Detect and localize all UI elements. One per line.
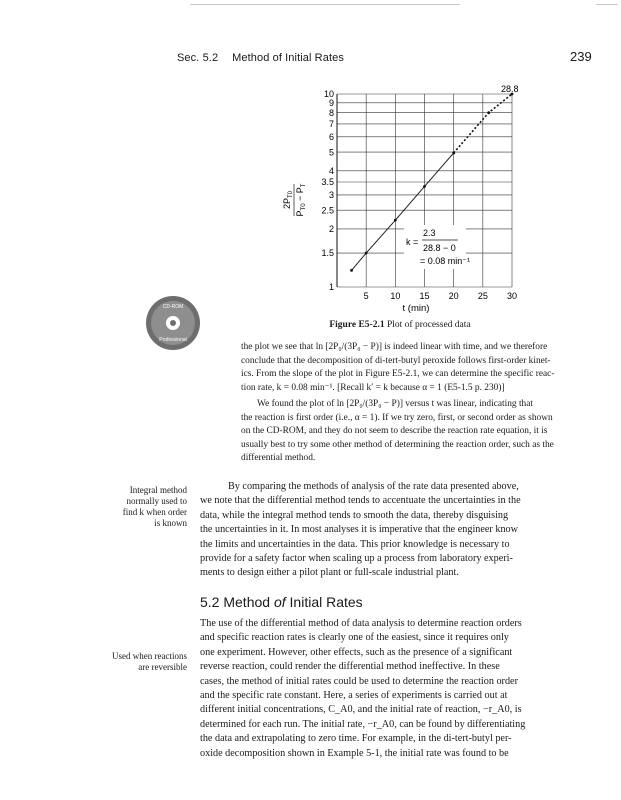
text-line: cases, the method of initial rates could be used to determine the reaction order xyxy=(200,675,518,687)
paragraph-4 xyxy=(200,617,599,761)
y-tick-label: 4 xyxy=(328,166,334,177)
y-tick-label: 7 xyxy=(328,119,334,130)
y-tick-label: 3.5 xyxy=(321,177,334,188)
y-tick-label: 10 xyxy=(323,89,334,100)
section-heading: 5.2 Method of Initial Rates xyxy=(200,594,363,610)
text-line: and the specific rate constant. Here, a series of experiments is carried out at xyxy=(200,690,508,702)
text-line: we note that the differential method tends to accentuate the uncertainties in the xyxy=(200,495,521,507)
svg-text:Professional: Professional xyxy=(159,337,187,343)
text-line: usually best to try some other method of determining the reaction order, such as the xyxy=(241,439,554,450)
text-line: reverse reaction, could render the differential method ineffective. In these xyxy=(200,661,500,673)
data-point xyxy=(350,269,353,272)
text-line: and specific reaction rates is clearly one of the easiest, since it requires only xyxy=(200,632,509,644)
y-tick-label: 5 xyxy=(328,147,334,158)
text-line: the uncertainties in it. In most analyses it is imperative that the engineer know xyxy=(200,524,518,536)
x-tick-label: 30 xyxy=(506,291,518,301)
text-line: the data and extrapolating to zero time. For example, in the di-tert-butyl per- xyxy=(200,733,512,745)
y-tick-label: 1 xyxy=(328,282,334,293)
y-tick-label: 2 xyxy=(328,224,334,235)
page-number: 239 xyxy=(570,49,592,64)
paragraph-3 xyxy=(200,480,599,581)
caption-text: Plot of processed data xyxy=(386,320,471,330)
y-tick-label: 1.5 xyxy=(321,248,334,259)
data-point xyxy=(452,152,455,155)
text-line: By comparing the methods of analysis of the rate data presented above, xyxy=(228,481,519,492)
x-tick-label: 25 xyxy=(477,291,488,301)
text-line: the limits and uncertainties in the data. This prior knowledge is necessary to xyxy=(200,538,510,550)
y-axis-label xyxy=(282,183,307,216)
paragraph-2 xyxy=(241,398,599,466)
text-line: data, while the integral method tends to smooth the data, thereby disguising xyxy=(200,509,509,521)
text-line: the reaction is first order (i.e., α = 1). If we try zero, first, or second order as shown xyxy=(241,412,553,423)
slope-k: k = xyxy=(406,237,419,247)
y-tick-label: 2.5 xyxy=(321,205,334,216)
text-line: We found the plot of ln [2P₀/(3P₀ − P)] versus t was linear, indicating that xyxy=(257,399,534,409)
y-tick-label: 6 xyxy=(328,132,334,143)
x-tick-label: 5 xyxy=(363,291,369,301)
text-line: ments to design either a pilot plant or full-scale industrial plant. xyxy=(200,567,459,579)
text-line: The use of the differential method of data analysis to determine reaction orders xyxy=(200,618,522,629)
data-point xyxy=(487,111,490,114)
text-line: differential method. xyxy=(241,453,316,464)
text-line: on the CD-ROM, and they do not seem to describe the reaction rate equation, it is xyxy=(241,426,548,437)
margin-note-integral: Integral method normally used to find k when order is known xyxy=(122,485,187,528)
text-line: one experiment. However, other effects, such as the presence of a significant xyxy=(200,646,513,658)
y-tick-label: 8 xyxy=(328,107,334,118)
annotation-value: 28.8 xyxy=(501,84,519,94)
y-tick-label: 9 xyxy=(328,98,334,109)
text-line: provide for a safety factor when scaling up a process from laboratory experi- xyxy=(200,553,513,565)
svg-text:2PT0: $2P_{T0}$ xyxy=(282,190,294,210)
x-tick-label: 10 xyxy=(390,291,401,301)
slope-result: = 0.08 min⁻¹ xyxy=(420,256,471,266)
text-line: determined for each run. The initial rate, −r_A0, can be found by differentiating xyxy=(200,718,526,730)
data-point xyxy=(394,219,397,222)
slope-denominator: 28.8 − 0 xyxy=(423,243,456,253)
x-axis-label: t (min) xyxy=(402,303,430,314)
text-line: ics. From the slope of the plot in Figure E5-2.1, we can determine the specific reac- xyxy=(241,369,555,380)
cd-rom-icon xyxy=(145,295,201,351)
text-line: the plot we see that ln [2P₀/(3P₀ − P)] is indeed linear with time, and we therefore xyxy=(241,342,548,352)
header-title: Method of Initial Rates xyxy=(232,52,344,64)
text-line: oxide decomposition shown in Example 5-1, the initial rate was found to be xyxy=(200,747,509,759)
slope-numerator: 2.3 xyxy=(423,228,436,238)
svg-text:PT0 − PT: $P_{T0} - P_T$ xyxy=(295,183,307,217)
text-line: conclude that the decomposition of di-tert-butyl peroxide follows first-order kinet- xyxy=(241,355,551,366)
caption-label: Figure E5-2.1 xyxy=(329,320,385,330)
text-line: tion rate, k = 0.08 min⁻¹. [Recall k′ = k because α = 1 (E5-1.5 p. 230)] xyxy=(241,382,505,393)
x-tick-label: 15 xyxy=(419,291,430,301)
x-tick-label: 20 xyxy=(448,291,459,301)
data-point xyxy=(423,185,426,188)
header-section: Sec. 5.2 xyxy=(177,52,219,64)
data-point xyxy=(365,252,368,255)
figure-plot xyxy=(0,0,621,340)
paragraph-1 xyxy=(241,341,599,395)
svg-text:CD-ROM: CD-ROM xyxy=(162,304,184,310)
margin-note-reversible: Used when reactions are reversible xyxy=(112,651,187,672)
y-tick-label: 3 xyxy=(328,190,334,201)
text-line: different initial concentrations, C_A0, and the initial rate of reaction, −r_A0, is xyxy=(200,704,522,716)
figure-caption xyxy=(200,320,600,330)
